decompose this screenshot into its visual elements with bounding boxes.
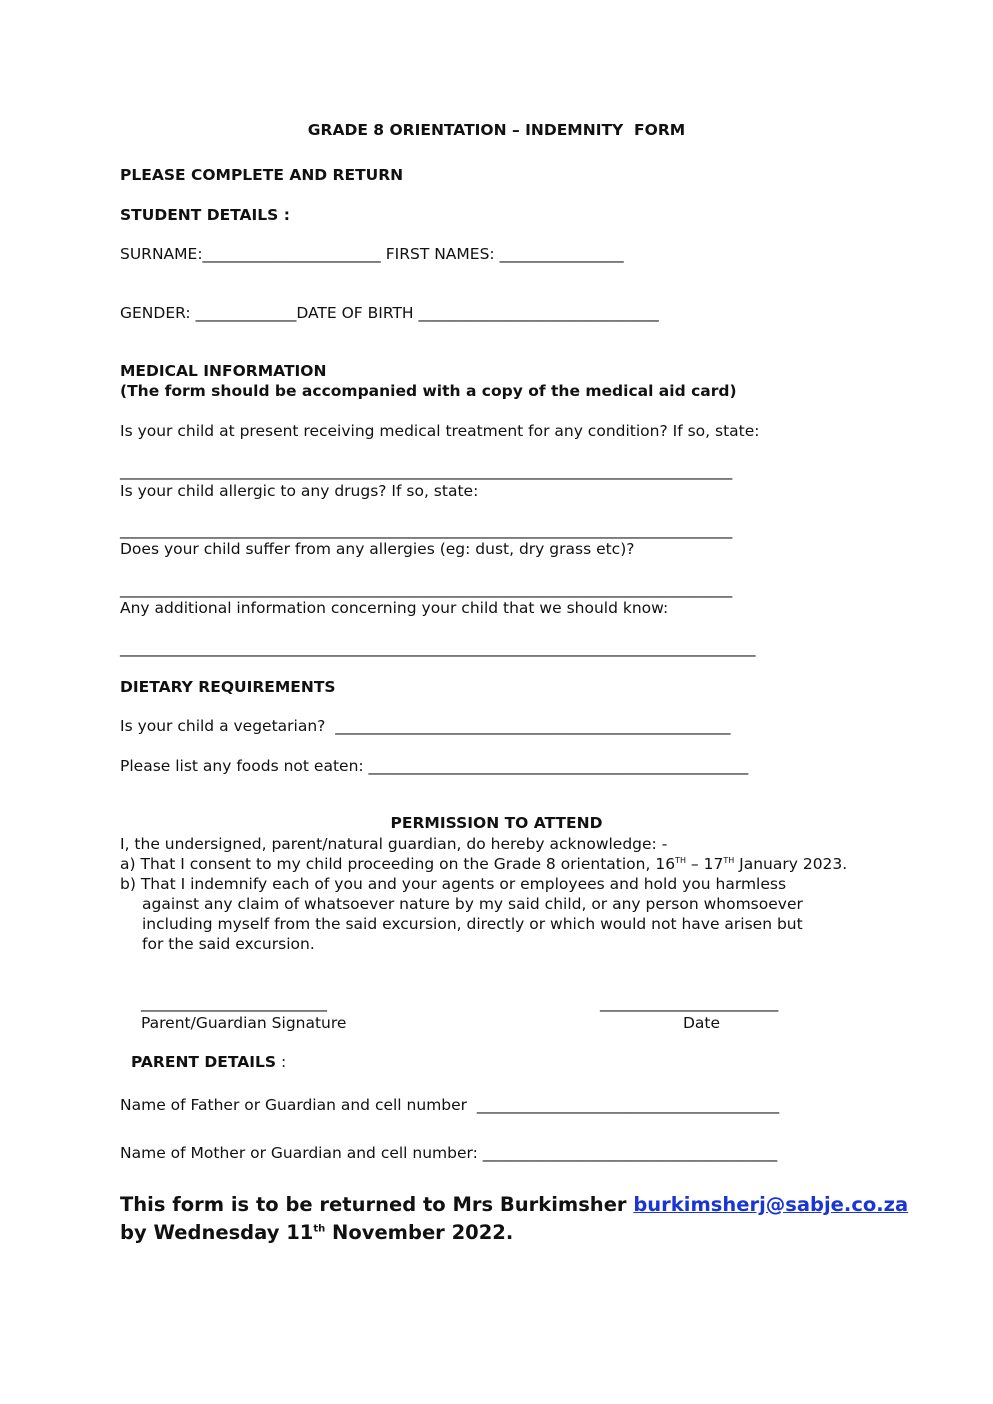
signature-field[interactable]: ________________________	[141, 994, 327, 1012]
medical-answer-additional-field[interactable]: __________________________________________________________________________________	[120, 639, 756, 657]
date-label: Date	[683, 1014, 721, 1032]
medical-question-additional: Any additional information concerning your child that we should know:	[120, 599, 669, 617]
vegetarian-row	[120, 716, 731, 736]
instruction-heading: PLEASE COMPLETE AND RETURN	[120, 166, 404, 184]
medical-question-allergies: Does your child suffer from any allergies (eg: dust, dry grass etc)?	[120, 540, 635, 558]
permission-clause-a: a) That I consent to my child proceeding on the Grade 8 orientation, 16TH – 17TH January 2023.	[120, 855, 848, 873]
surname-label: SURNAME:	[120, 245, 203, 263]
vegetarian-label: Is your child a vegetarian?	[120, 717, 336, 735]
return-instruction-line2: by Wednesday 11th November 2022.	[120, 1221, 514, 1244]
permission-intro: I, the undersigned, parent/natural guardian, do hereby acknowledge: -	[120, 835, 668, 853]
student-details-heading: STUDENT DETAILS :	[120, 206, 290, 224]
permission-clause-b-line2: against any claim of whatsoever nature by my said child, or any person whomsoever	[142, 895, 803, 913]
surname-field[interactable]: _______________________	[202, 245, 381, 263]
medical-heading: MEDICAL INFORMATION	[120, 362, 327, 380]
father-field[interactable]: _______________________________________	[476, 1096, 780, 1114]
first-names-label: FIRST NAMES:	[380, 245, 500, 263]
medical-answer-allergies-field[interactable]: _______________________________________________________________________________	[120, 580, 733, 598]
dob-field[interactable]: _______________________________	[418, 304, 659, 322]
dietary-heading: DIETARY REQUIREMENTS	[120, 678, 336, 696]
father-row	[120, 1095, 779, 1115]
form-title: GRADE 8 ORIENTATION – INDEMNITY FORM	[307, 121, 686, 139]
mother-label: Name of Mother or Guardian and cell number:	[120, 1144, 483, 1162]
email-link[interactable]: burkimsherj@sabje.co.za	[633, 1193, 909, 1216]
date-field[interactable]: _______________________	[600, 994, 779, 1012]
medical-question-drug-allergy: Is your child allergic to any drugs? If so, state:	[120, 482, 479, 500]
mother-row	[120, 1143, 777, 1163]
surname-row	[120, 244, 624, 264]
medical-answer-treatment-field[interactable]: _______________________________________________________________________________	[120, 462, 733, 480]
foods-row	[120, 756, 748, 776]
foods-field[interactable]: _________________________________________________	[368, 757, 749, 775]
gender-field[interactable]: _____________	[195, 304, 297, 322]
permission-body	[120, 834, 847, 954]
gender-dob-row	[120, 303, 659, 323]
parent-details-heading: PARENT DETAILS :	[131, 1053, 287, 1071]
medical-answer-drug-allergy-field[interactable]: _______________________________________________________________________________	[120, 521, 733, 539]
signature-label: Parent/Guardian Signature	[141, 1014, 347, 1032]
gender-label: GENDER:	[120, 304, 196, 322]
medical-subheading: (The form should be accompanied with a copy of the medical aid card)	[120, 382, 737, 400]
mother-field[interactable]: ______________________________________	[482, 1144, 778, 1162]
return-instruction-line1: This form is to be returned to Mrs Burkimsher burkimsherj@sabje.co.za	[120, 1193, 909, 1216]
foods-label: Please list any foods not eaten:	[120, 757, 369, 775]
dob-label: DATE OF BIRTH	[296, 304, 419, 322]
permission-clause-b-line3: including myself from the said excursion, directly or which would not have arisen but	[142, 915, 803, 933]
father-label: Name of Father or Guardian and cell number	[120, 1096, 477, 1114]
medical-question-treatment: Is your child at present receiving medical treatment for any condition? If so, state:	[120, 422, 760, 440]
permission-clause-b-line4: for the said excursion.	[142, 935, 315, 953]
permission-heading: PERMISSION TO ATTEND	[390, 814, 603, 832]
permission-clause-b-line1: b) That I indemnify each of you and your agents or employees and hold you harmless	[120, 875, 787, 893]
first-names-field[interactable]: ________________	[499, 245, 624, 263]
vegetarian-field[interactable]: ___________________________________________________	[335, 717, 731, 735]
